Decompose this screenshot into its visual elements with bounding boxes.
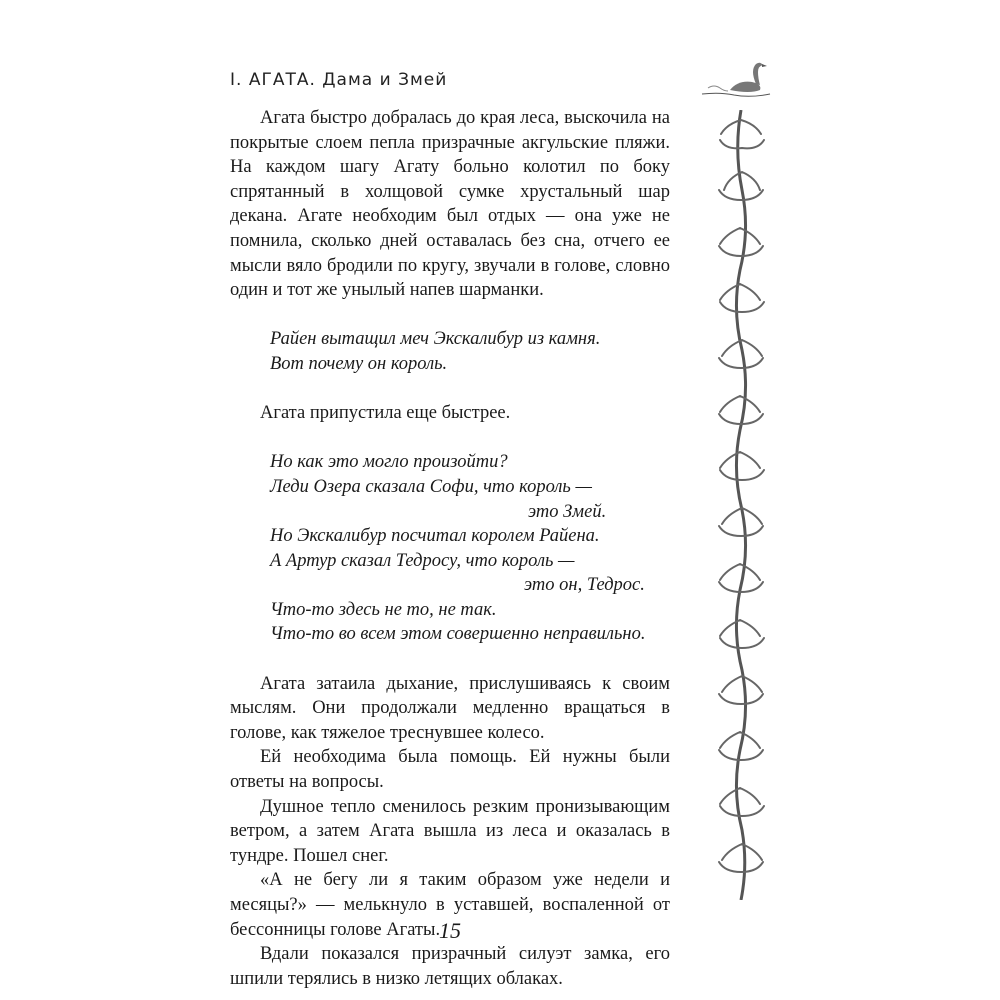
body-text xyxy=(230,106,670,991)
verse-line: Что-то во всем этом совершенно неправильно. xyxy=(270,624,646,645)
verse-line: Что-то здесь не то, не так. xyxy=(270,599,497,620)
verse-line: Но как это могло произойти? xyxy=(270,452,508,473)
verse-line: Райен вытащил меч Экскалибур из камня. xyxy=(270,329,601,350)
swan-icon xyxy=(700,58,772,102)
paragraph: Агата припустила еще быстрее. xyxy=(260,403,511,424)
paragraph: Душное тепло сменилось резким пронизывающим ветром, а затем Агата вышла из леса и оказалась в тундре. Пошел снег. xyxy=(230,796,670,866)
verse-line: Но Экскалибур посчитал королем Райена. xyxy=(270,526,600,547)
page-number: 15 xyxy=(439,918,461,943)
verse-line: это он, Тедрос. xyxy=(524,575,645,596)
verse-line: Леди Озера сказала Софи, что король — xyxy=(270,476,592,497)
paragraph: «А не бегу ли я таким образом уже недели и месяцы?» — мелькнуло в уставшей, воспаленной от бессонницы голове Агаты. xyxy=(230,870,670,940)
running-head: I. АГАТА. Дама и Змей xyxy=(230,70,448,90)
paragraph: Агата быстро добралась до края леса, выскочила на покрытые слоем пепла призрачные акгульские пляжи. На каждом шагу Агату больно колотил по боку спрятанный в холщовой сумке хрустальный шар декана. Агате необходим был отдых — она уже не помнила, сколько дней оставалась без сна, отчего ее мысли вяло бродили по кругу, звучали в голове, словно один и тот же унылый напев шарманки. xyxy=(230,108,670,301)
paragraph: Вдали показался призрачный силуэт замка, его шпили терялись в низко летящих облаках. xyxy=(230,944,670,989)
verse-block-1 xyxy=(230,327,670,376)
verse-line: А Артур сказал Тедросу, что король — xyxy=(270,550,575,571)
verse-line: это Змей. xyxy=(528,501,607,522)
vine-border-ornament xyxy=(712,110,770,900)
verse-line: Вот почему он король. xyxy=(270,353,448,374)
verse-block-2 xyxy=(230,450,670,647)
paragraph: Ей необходима была помощь. Ей нужны были ответы на вопросы. xyxy=(230,747,670,793)
paragraph: Агата затаила дыхание, прислушиваясь к своим мыслям. Они продолжали медленно вращаться в голове, как тяжелое треснувшее колесо. xyxy=(230,673,670,743)
